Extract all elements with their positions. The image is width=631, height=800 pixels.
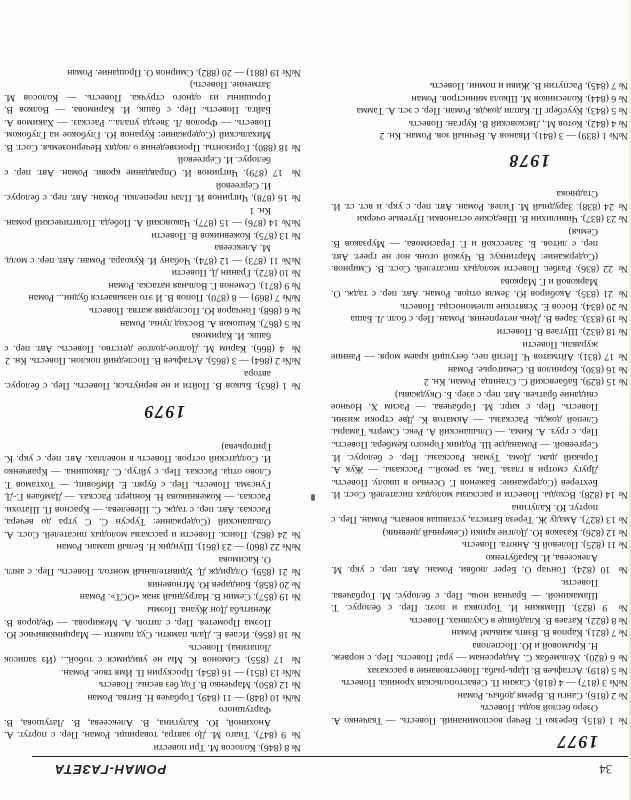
running-title: РОМАН-ГАЗЕТА [54,762,167,777]
catalog-entry: № 1 (863). Быков В. Пойти и не вернуться. Повесть. Пер. с белорус. автора [4,367,301,392]
catalog-entry: №№ 10 (848) — 11 (849). Горбачев Н. Битва. Роман [87,691,301,703]
catalog-entry: № 18 (856). Исаев Е. Даль памяти. Суд памяти — Марцинкявичюс Ю. Поэма Прометея. Пер. с литов. А. Межирова. — Федоров В. Женитьба Дон Жуана. Поэмы [4,603,301,641]
catalog-entry: № 1 (815). Березко Г. Вечер воспоминаний. Повесть. — Ткаченко А. Озеро беглой воды. Повесть [331,702,628,726]
catalog-entry: № 8 (822). Катаев В. Кладбище в Скулянах. Повесть [409,614,628,626]
index-columns [3,0,628,753]
catalog-entry: № 15 (829). Бабаевский С. Станица. Роман. Кн. 2 [423,376,628,388]
catalog-entry: № 12 (850). Марченко В. Год без весны. Повесть [98,679,301,691]
running-head [32,756,628,777]
catalog-entry: №№ 14 (876) — 15 (877). Чаковский А. Победа. Политический роман. Кн. 1 [4,204,301,229]
catalog-entry: №№ 2 (864) — 3 (865). Астафьев В. Последний поклон. Повесть. Кн. 2 [5,355,301,367]
page-number: 34 [599,762,612,776]
catalog-entry: №№ 1 (839) — 3 (841). Иванов А. Вечный зов. Роман. Кн. 2 [379,130,628,142]
catalog-entry: № 10 (824). Гончар О. Берег любви. Роман. Авт. пер. с укр. М. Алексеева, И. Карабутенко [331,551,628,576]
catalog-entry: № 21 (835). Акобиров Ю. Земля отцов. Роман. Авт. пер. с тадж. О. Марковой и Г. Маркова [331,275,628,300]
catalog-entry: № 4 (842). Котов М., Лясковский В. Курган. Повесть [408,117,628,129]
catalog-entry: № 2 (816). Санги В. Время добыч. Роман [457,689,628,701]
year-heading-1978: 1978 [508,151,550,172]
column-right [4,0,301,753]
catalog-entry: № 19 (857). Семин В. Нагрудный знак «ОСТ». Роман [79,591,301,603]
year-heading-1979: 1979 [143,402,185,423]
catalog-entry: № 22 (836). Разбег. Повести молодых писателей. Сост. В. Смирнов. (Содержание: Мартинкус В. Чужой огонь ног не греет. Авт. пер. с литов. Б. Залесской и Г. Герасимова. — Мурзаков В. Семья) [331,225,628,275]
catalog-entry: № 7 (845). Распутин В. Живи и помни. Повесть [430,80,628,92]
catalog-entry: № 17 (879). Чигринов И. Оправдание крови. Роман. Авт. пер. с белорус. И. Сергеевой [4,154,301,179]
catalog-entry: № 5 (867). Кешоков А. Восход луны. Роман [119,317,301,329]
catalog-entry: № 12 (826). Казаков Ю. Долгие крики (Северный дневник) [382,526,628,538]
catalog-entry: № 21 (859). Олдридж Д. Удивительный монгол. Повесть. Пер. с англ. О. Касимова [4,553,301,578]
catalog-entry: № 20 (834). Носов Е. Усвятские шлемоносцы. Повесть [400,300,628,312]
catalog-entry: № 11 (825). Полевой Б. Анюта. Повесть [462,539,628,551]
catalog-entry: № 9 (823). Шамякин И. Торговка и поэт. Пер. с белорус. Т. Шамакиной. — Брачная ночь. Пер. с белорус. М. Горбачева. Повести. [331,576,628,614]
catalog-entry: № 14 (828). Всходы. Повести и рассказы молодых писателей. Сост. И. Бехтерев (Содержание: Баженов Г. Осенью в школу. Повесть. Другу смотри в глаза. Там, за рекой... Рассказы. — Жук А. Горький дым. Дома. Туман. Рассказы. Пер. с белорус. И. Сергеевой. — Романадзе Ш. Родник Горного Кембера. Повесть. Пер. с груз. А. Кима. — Ольшанский А. Рекс. Смерть Тамары. Слепой дождь. Рассказы. — Акматов К. Две строки жизни. Повесть. Пер. с кирг. М. Горбачева. — Расим Х. Ночное свидание братьев. Авт. пер. с азер. Б. Окуджавы) [331,388,628,501]
catalog-entry: №№ 11 (873) — 12 (874). Чобану И. Кукоара. Роман. Авт. пер. с молд. М. Алексеева [4,242,301,266]
scan-speck-artifact [311,494,315,501]
catalog-entry: № 7 (821). Карпов В. Взять живым! Роман [451,627,628,639]
catalog-entry: № 9 (871). Семенов Г. Вольная натаска. Роман [108,279,301,291]
catalog-entry: № 13 (875). Кожевников В. Повести [151,229,301,241]
catalog-entry: № 6 (820). Хёльмебак С. Андерсенам — ура! Повесть. Пер. с норвеж. Н. Крымовой и Ю. Поспелова [331,639,628,664]
catalog-entry: № 10 (872). Гранин Д. Повести [171,267,301,279]
catalog-entry: №№ 7 (869) — 8 (870). Попов В. И это называется будни... Роман [28,292,301,304]
catalog-entry: № 17 (831). Айтматов Ч. Пегий пес, бегущий краем моря. — Ранние журавли. Повести [331,338,628,363]
catalog-entry: № 24 (838). Зарудный М. Гилея. Роман. Авт. пер. с укр. и вст. ст. И. Стаднюка [331,188,628,212]
catalog-entry: № 6 (868). Гончаров Ю. Последняя жатва. Повесть [89,305,301,317]
catalog-entry: № 24 (862). Поиск. Повести и рассказы молодых писателей. Сост. А. Ольшанский (Содержание: Турсун С. С утра до вечера. Рассказ. Авт. пер. с тадж. С. Шевелева. — Краснов П. Шатохи. Рассказ. — Кожевникова Н. Концерт. Рассказ. — Дамбаев Г.-Д. Гунсэма. Повесть. Пер. с бурят. Е. Имбовиц. — Тохтамов Т. Слово отца. Рассказ. Пер. с уйгур. С. Лякошина. — Кравченко И. Солдатский остров. Повесть в новеллах. Авт. пер. с укр. К. Григорьева) [4,440,301,540]
catalog-entry: №№ 19 (881) — 20 (882). Смирнов О. Прощание. Роман [67,66,301,78]
column-left [331,0,628,753]
catalog-entry: № 13 (827). Амаду Ж. Тереза Батиста, уставшая воевать. Роман. Пер. с португ. Ю. Калугина [331,501,628,526]
catalog-entry: № 6 (844). Колесников М. Школа министров. Роман [411,92,628,104]
catalog-entry: № 9 (847). Тиаго М. До завтра, товарищи. Роман. Пер. с португ. А. Анохиной, Ю. Калугина, В. Алексеева, В. Латушова, В. Фартушного [4,704,301,741]
catalog-entry: №№ 13 (851) — 16 (854). Проскурин П. Имя твое. Роман. [61,666,301,678]
catalog-entry: № 17 (855). Симонов К. Мы не увидимся с тобой... (Из записок Лопатина). Повесть [4,641,301,666]
catalog-entry: №№ 3 (817) — 4 (818). Сажин П. Севастопольская хроника. Повесть [341,677,628,689]
catalog-entry: № 5 (843). Куусберг П. Капли дождя. Роман. Пер. с эст. А. Тамма [356,105,628,117]
catalog-entry: № 8 (846). Колосов М. Три повести [153,742,301,753]
catalog-entry: № 20 (858). Бондарев Ю. Мгновения [147,578,301,590]
catalog-entry: № 18 (832). Шугаев В. Повести [496,326,628,338]
catalog-entry: № 5 (819). Астафьев В. Царь-рыба. Повествование в рассказах [366,664,628,676]
catalog-entry: № 23 (837). Чивилихин В. Шведские остановки. Путевые очерки [356,213,628,225]
catalog-entry: № 18 (880). Горизонты. Произведения о людях Нечерноземья. Сост. В. Михальский (Содержание: Куранов Ю. Глубокое на Глубоком. Повесть. — Фролов Л. Звезда упала... Рассказ. — Хакимов А. Байга. Повесть. Пер. с башк. И. Каримова. — Волков В. Горошины из одного стручка. Повесть. — Колосов М. Затмение. Повесть) [4,79,301,153]
catalog-entry: № 16 (830). Корнилов В. Семигорье. Роман [447,363,628,375]
catalog-entry: № 16 (878). Чигринов И. Плач перепелки. Роман. Авт. пер. с белорус. И. Сергеевой [4,179,301,204]
year-heading-1977: 1977 [556,732,598,752]
catalog-entry: № 4 (866). Карим М. Долгое-долгое детство. Повесть. Авт. пер. с башк. И. Каримова [4,330,301,354]
catalog-entry: № 19 (833). Зарев В. День нетерпения. Роман. Пер. с болг. Л. Баша [350,313,628,325]
catalog-entry: №№ 22 (860) — 23 (861). Шундик Н. Белый шаман. Роман [56,541,301,553]
